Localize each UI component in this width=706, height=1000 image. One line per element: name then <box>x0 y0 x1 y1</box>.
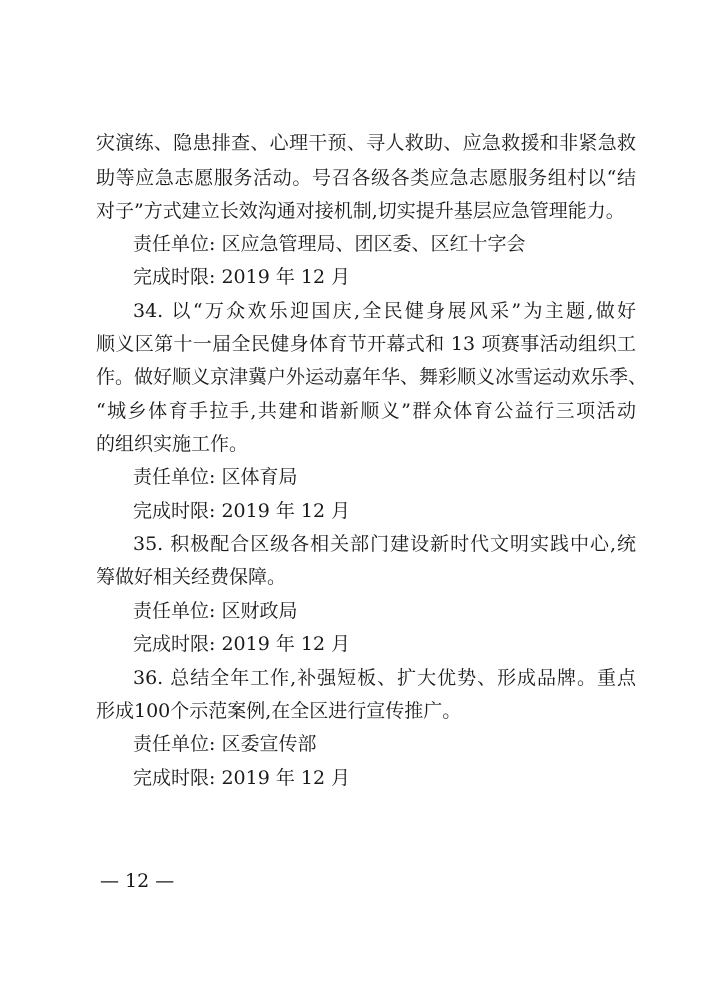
item-heading-line: 36. 总结全年工作,补强短板、扩大优势、形成品牌。重点 <box>133 667 636 689</box>
item-heading-line: 34. 以“万众欢乐迎国庆,全民健身展风采”为主题,做好 <box>133 300 636 322</box>
responsible-unit-line: 责任单位: 区应急管理局、团区委、区红十字会 <box>133 233 526 255</box>
text-line: “城乡体育手拉手,共建和谐新顺义”群众体育公益行三项活动 <box>96 400 636 422</box>
deadline-line: 完成时限: 2019 年 12 月 <box>133 767 351 789</box>
responsible-unit-line: 责任单位: 区财政局 <box>133 600 298 622</box>
text-line: 形成100个示范案例,在全区进行宣传推广。 <box>96 700 462 722</box>
item-heading-line: 35. 积极配合区级各相关部门建设新时代文明实践中心,统 <box>133 533 636 555</box>
text-line: 筹做好相关经费保障。 <box>96 566 287 588</box>
page-number: — 12 — <box>100 870 175 892</box>
deadline-line: 完成时限: 2019 年 12 月 <box>133 633 351 655</box>
deadline-line: 完成时限: 2019 年 12 月 <box>133 266 351 288</box>
text-line: 灾演练、隐患排查、心理干预、寻人救助、应急救援和非紧急救 <box>96 132 636 154</box>
responsible-unit-line: 责任单位: 区体育局 <box>133 466 298 488</box>
deadline-line: 完成时限: 2019 年 12 月 <box>133 500 351 522</box>
text-line: 的组织实施工作。 <box>96 433 249 455</box>
text-line: 对子”方式建立长效沟通对接机制,切实提升基层应急管理能力。 <box>96 200 625 222</box>
text-line: 顺义区第十一届全民健身体育节开幕式和 13 项赛事活动组织工 <box>96 333 636 355</box>
text-line: 作。做好顺义京津冀户外运动嘉年华、舞彩顺义冰雪运动欢乐季、 <box>96 366 648 388</box>
text-line: 助等应急志愿服务活动。号召各级各类应急志愿服务组村以“结 <box>96 167 636 189</box>
responsible-unit-line: 责任单位: 区委宣传部 <box>133 733 317 755</box>
